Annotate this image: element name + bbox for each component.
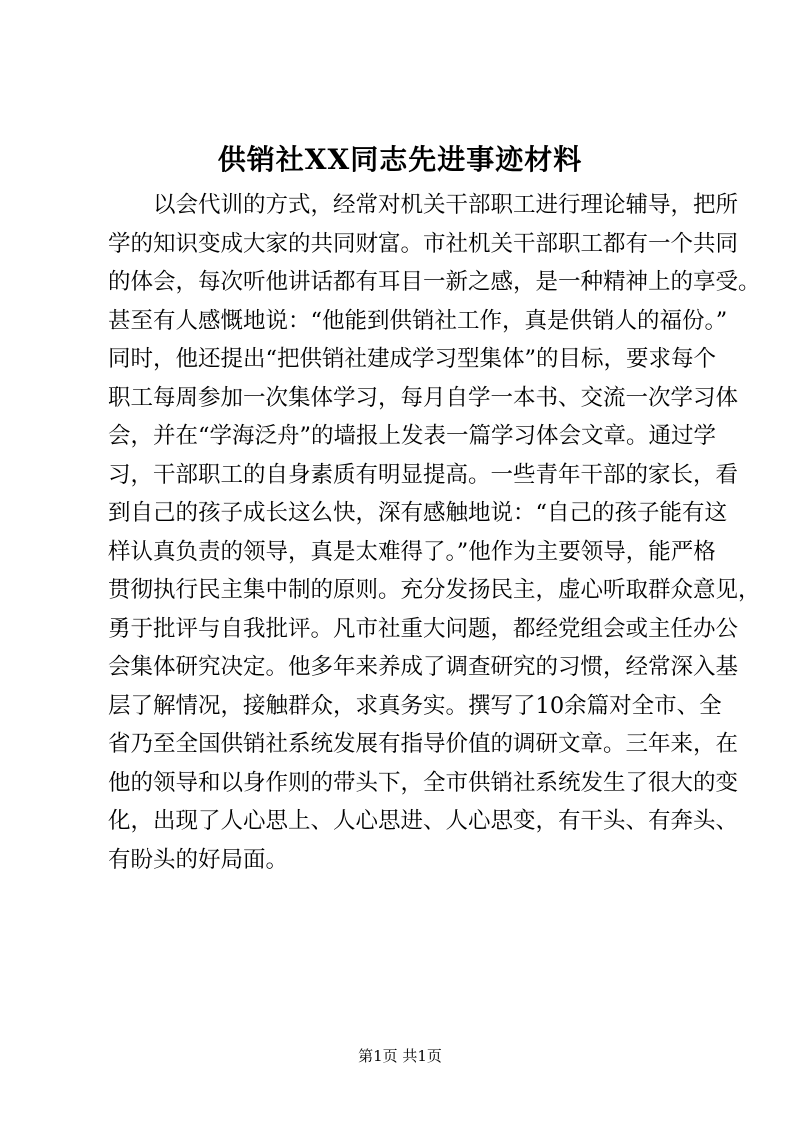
body-line: 有盼头的好局面。	[108, 846, 289, 873]
body-line: 习，干部职工的自身素质有明显提高。一些青年干部的家长，看	[108, 461, 739, 488]
body-line: 以会代训的方式，经常对机关干部职工进行理论辅导，把所	[153, 192, 739, 218]
body-paragraph	[108, 186, 761, 879]
body-line: 甚至有人感慨地说：“他能到供销社工作，真是供销人的福份。”	[108, 307, 728, 334]
body-line: 同时，他还提出“把供销社建成学习型集体”的目标，要求每个	[108, 346, 717, 372]
body-line: 的体会，每次听他讲话都有耳目一新之感，是一种精神上的享受。	[108, 269, 761, 295]
body-line: 职工每周参加一次集体学习，每月自学一本书、交流一次学习体	[108, 384, 739, 411]
body-line: 层了解情况，接触群众，求真务实。撰写了10余篇对全市、全	[108, 692, 722, 719]
page-number: 第1页 共1页	[358, 1047, 442, 1065]
body-line: 样认真负责的领导，真是太难得了。”他作为主要领导，能严格	[108, 538, 716, 565]
body-line: 到自己的孩子成长这么快，深有感触地说：“自己的孩子能有这	[108, 500, 728, 526]
body-line: 学的知识变成大家的共同财富。市社机关干部职工都有一个共同	[108, 230, 739, 257]
body-line: 贯彻执行民主集中制的原则。充分发扬民主，虚心听取群众意见，	[108, 577, 761, 603]
body-line: 会，并在“学海泛舟”的墙报上发表一篇学习体会文章。通过学	[108, 423, 717, 449]
document-title: 供销社XX同志先进事迹材料	[217, 143, 583, 176]
body-line: 化，出现了人心思上、人心思进、人心思变，有干头、有奔头、	[108, 808, 739, 834]
body-line: 勇于批评与自我批评。凡市社重大问题，都经党组会或主任办公	[108, 615, 739, 642]
body-line: 他的领导和以身作则的带头下，全市供销社系统发生了很大的变	[108, 769, 739, 796]
body-line: 省乃至全国供销社系统发展有指导价值的调研文章。三年来，在	[108, 731, 739, 757]
body-line: 会集体研究决定。他多年来养成了调查研究的习惯，经常深入基	[108, 654, 739, 680]
